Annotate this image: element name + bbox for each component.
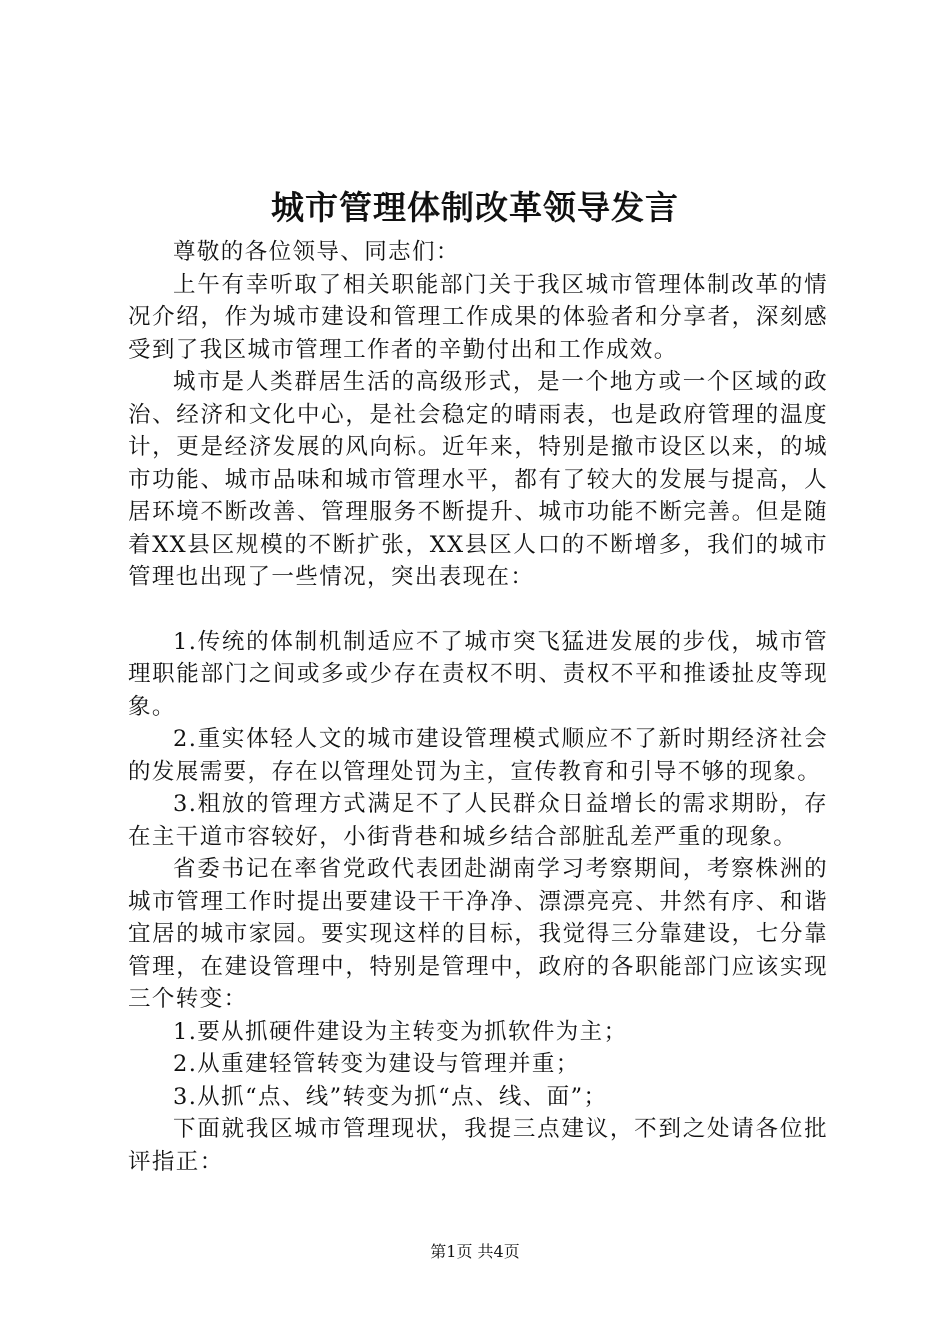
body-paragraph: 城市是人类群居生活的高级形式，是一个地方或一个区域的政治、经济和文化中心，是社会稳定的晴雨表，也是政府管理的温度计，更是经济发展的风向标。近年来，特别是撤市设区以来，的城市功能、城市品味和城市管理水平，都有了较大的发展与提高，人居环境不断改善、管理服务不断提升、城市功能不断完善。但是随着XX县区规模的不断扩张，XX县区人口的不断增多，我们的城市管理也出现了一些情况，突出表现在： (128, 369, 828, 590)
list-item: 3.从抓“点、线”转变为抓“点、线、面”； (173, 1083, 608, 1110)
body-paragraph: 上午有幸听取了相关职能部门关于我区城市管理体制改革的情况介绍，作为城市建设和管理工作成果的体验者和分享者，深刻感受到了我区城市管理工作者的辛勤付出和工作成效。 (128, 271, 828, 363)
list-item: 2.重实体轻人文的城市建设管理模式顺应不了新时期经济社会的发展需要，存在以管理处罚为主，宣传教育和引导不够的现象。 (128, 726, 828, 785)
document-body (128, 236, 828, 1178)
list-item: 2.从重建轻管转变为建设与管理并重； (173, 1051, 580, 1077)
body-paragraph: 省委书记在率省党政代表团赴湖南学习考察期间，考察株洲的城市管理工作时提出要建设干干净净、漂漂亮亮、井然有序、和谐宜居的城市家园。要实现这样的目标，我觉得三分靠建设，七分靠管理，在建设管理中，特别是管理中，政府的各职能部门应该实现三个转变： (128, 856, 828, 1012)
list-item: 1.要从抓硬件建设为主转变为抓软件为主； (173, 1018, 628, 1045)
salutation-paragraph: 尊敬的各位领导、同志们： (173, 239, 460, 265)
list-item: 3.粗放的管理方式满足不了人民群众日益增长的需求期盼，存在主干道市容较好，小街背巷和城乡结合部脏乱差严重的现象。 (128, 791, 828, 850)
document-title: 城市管理体制改革领导发言 (271, 188, 679, 227)
body-paragraph: 下面就我区城市管理现状，我提三点建议，不到之处请各位批评指正： (128, 1116, 828, 1175)
page-number-footer: 第1页 共4页 (430, 1242, 520, 1261)
list-item: 1.传统的体制机制适应不了城市突飞猛进发展的步伐，城市管理职能部门之间或多或少存在责权不明、责权不平和推诿扯皮等现象。 (128, 628, 828, 720)
